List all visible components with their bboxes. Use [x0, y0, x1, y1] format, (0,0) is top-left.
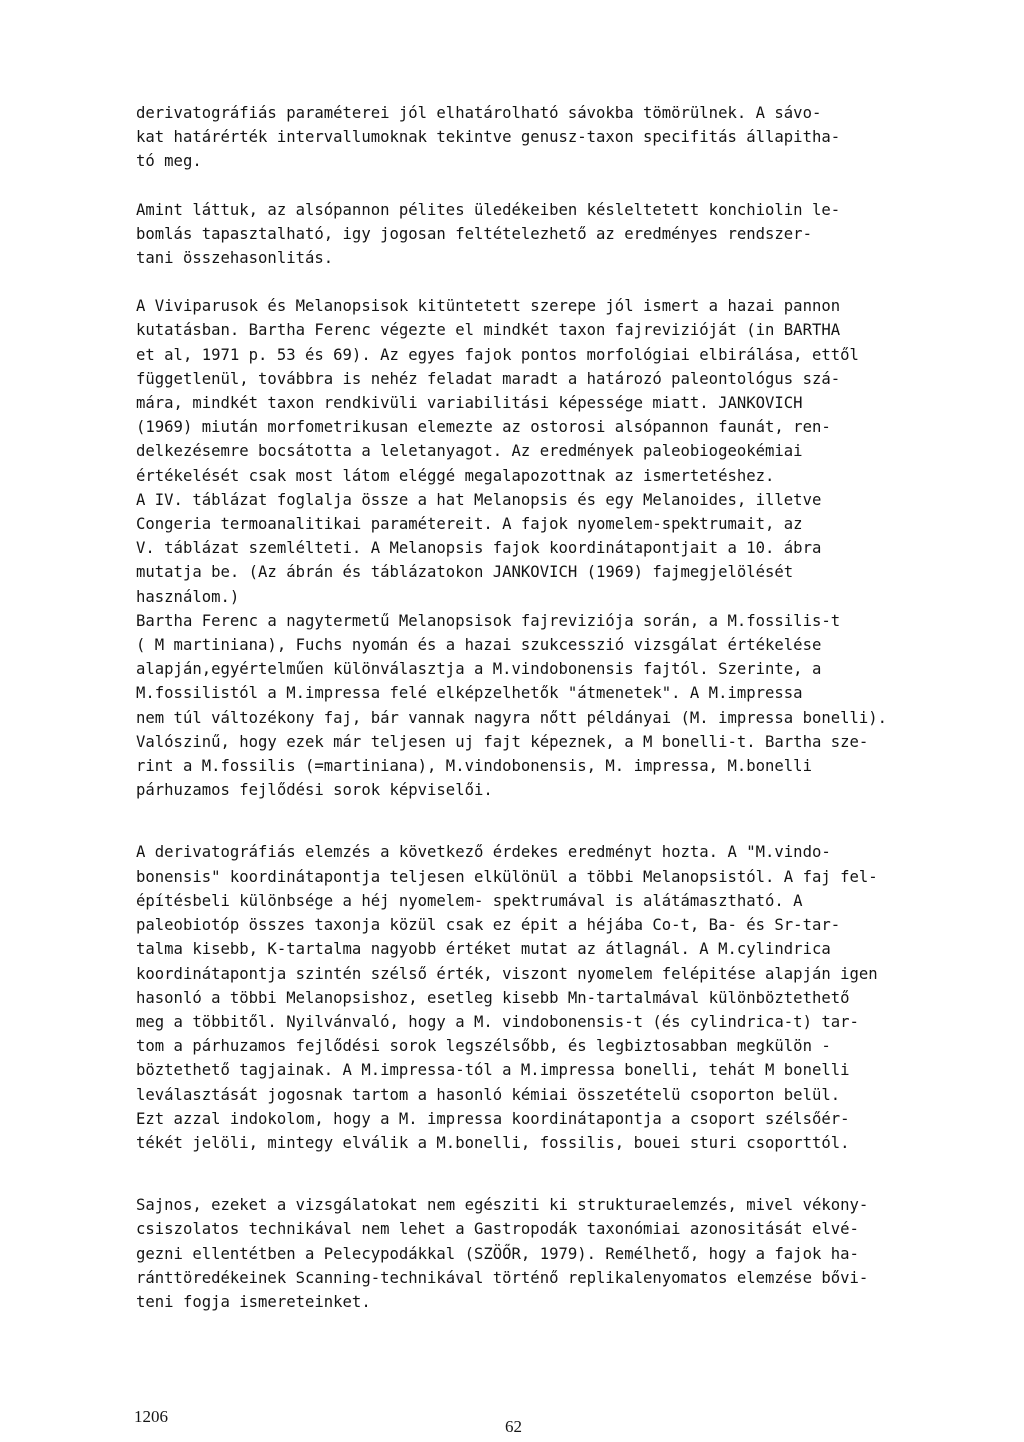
text-line: tani összehasonlitás.	[136, 249, 334, 268]
paragraph-4	[136, 609, 958, 803]
text-line: koordinátapontja szintén szélső érték, viszont nyomelem felépitése alapján igen	[136, 964, 878, 983]
text-line: hasonló a többi Melanopsishoz, esetleg kisebb Mn-tartalmával különböztethető	[136, 988, 850, 1007]
text-line: et al, 1971 p. 53 és 69). Az egyes fajok pontos morfológiai elbirálása, ettől	[136, 345, 859, 364]
text-line: teni fogja ismereteinket.	[136, 1292, 371, 1311]
text-line: tom a párhuzamos fejlődési sorok legszélsőbb, és legbiztosabban megkülön -	[136, 1037, 831, 1056]
text-line: értékelését csak most látom eléggé megalapozottnak az ismertetéshez.	[136, 466, 775, 485]
text-line: delkezésemre bocsátotta a leletanyagot. Az eredmények paleobiogeokémiai	[136, 442, 803, 461]
text-line: Congeria termoanalitikai paramétereit. A fajok nyomelem-spektrumait, az	[136, 515, 803, 534]
paragraph-3	[136, 294, 958, 609]
text-line: ránttöredékeinek Scanning-technikával történő replikalenyomatos elemzése bővi-	[136, 1268, 869, 1287]
text-line: párhuzamos fejlődési sorok képviselői.	[136, 781, 493, 800]
text-line: kutatásban. Bartha Ferenc végezte el mindkét taxon fajrevizióját (in BARTHA	[136, 321, 841, 340]
catalog-number: 1206	[134, 1407, 168, 1426]
text-line: A IV. táblázat foglalja össze a hat Melanopsis és egy Melanoides, illetve	[136, 490, 822, 509]
paragraph-5	[136, 840, 958, 1155]
paragraph-1	[136, 101, 958, 174]
text-line: bonensis" koordinátapontja teljesen elkülönül a többi Melanopsistól. A faj fel-	[136, 867, 878, 886]
text-line: böztethető tagjainak. A M.impressa-tól a M.impressa bonelli, tehát M bonelli	[136, 1061, 850, 1080]
text-line: leválasztását jogosnak tartom a hasonló kémiai összetételü csoporton belül.	[136, 1085, 841, 1104]
text-line: Bartha Ferenc a nagytermetű Melanopsisok fajreviziója során, a M.fossilis-t	[136, 611, 841, 630]
text-line: bomlás tapasztalható, igy jogosan feltételezhető az eredményes rendszer-	[136, 224, 812, 243]
page-number: 62	[505, 1417, 522, 1436]
text-line: talma kisebb, K-tartalma nagyobb értéket mutat az átlagnál. A M.cylindrica	[136, 940, 831, 959]
text-line: Valószinű, hogy ezek már teljesen uj fajt képeznek, a M bonelli-t. Bartha sze-	[136, 732, 869, 751]
paragraph-2	[136, 198, 958, 271]
text-line: Amint láttuk, az alsópannon pélites üledékeiben késleltetett konchiolin le-	[136, 200, 841, 219]
text-line: tó meg.	[136, 152, 202, 171]
text-line: kat határérték intervallumoknak tekintve genusz-taxon specifitás állapitha-	[136, 128, 841, 147]
text-line: derivatográfiás paraméterei jól elhatárolható sávokba tömörülnek. A sávo-	[136, 104, 822, 122]
text-line: nem túl változékony faj, bár vannak nagyra nőtt példányai (M. impressa bonelli).	[136, 708, 888, 727]
text-line: A Viviparusok és Melanopsisok kitüntetett szerepe jól ismert a hazai pannon	[136, 297, 841, 316]
text-line: meg a többitől. Nyilvánvaló, hogy a M. vindobonensis-t (és cylindrica-t) tar-	[136, 1012, 859, 1031]
text-line: ( M martiniana), Fuchs nyomán és a hazai szukcesszió vizsgálat értékelése	[136, 636, 822, 655]
text-line: rint a M.fossilis (=martiniana), M.vindobonensis, M. impressa, M.bonelli	[136, 757, 812, 776]
text-line: csiszolatos technikával nem lehet a Gastropodák taxonómiai azonositását elvé-	[136, 1220, 859, 1239]
text-line: Ezt azzal indokolom, hogy a M. impressa koordinátapontja a csoport szélsőér-	[136, 1109, 850, 1128]
text-line: V. táblázat szemlélteti. A Melanopsis fajok koordinátapontjait a 10. ábra	[136, 539, 822, 558]
body-text	[136, 101, 958, 1314]
text-line: (1969) miután morfometrikusan elemezte az ostorosi alsópannon faunát, ren-	[136, 418, 831, 437]
text-line: függetlenül, továbbra is nehéz feladat maradt a határozó paleontológus szá-	[136, 369, 841, 388]
text-line: alapján,egyértelműen különválasztja a M.vindobonensis fajtól. Szerinte, a	[136, 660, 822, 679]
text-line: M.fossilistól a M.impressa felé elképzelhetők "átmenetek". A M.impressa	[136, 684, 803, 703]
text-line: mára, mindkét taxon rendkivüli variabilitási képessége miatt. JANKOVICH	[136, 394, 803, 413]
text-line: Sajnos, ezeket a vizsgálatokat nem egésziti ki strukturaelemzés, mivel vékony-	[136, 1196, 869, 1215]
text-line: tékét jelöli, mintegy elválik a M.bonelli, fossilis, bouei sturi csoporttól.	[136, 1133, 850, 1152]
text-line: gezni ellentétben a Pelecypodákkal (SZÖŐR, 1979). Remélhető, hogy a fajok ha-	[136, 1244, 859, 1263]
text-line: építésbeli különbsége a héj nyomelem- spektrumával is alátámasztható. A	[136, 891, 803, 910]
text-line: mutatja be. (Az ábrán és táblázatokon JANKOVICH (1969) fajmegjelölését	[136, 563, 794, 582]
text-line: paleobiotóp összes taxonja közül csak ez épit a héjába Co-t, Ba- és Sr-tar-	[136, 916, 841, 935]
paragraph-6	[136, 1193, 958, 1314]
text-line: használom.)	[136, 587, 240, 606]
text-line: A derivatográfiás elemzés a következő érdekes eredményt hozta. A "M.vindo-	[136, 843, 831, 862]
